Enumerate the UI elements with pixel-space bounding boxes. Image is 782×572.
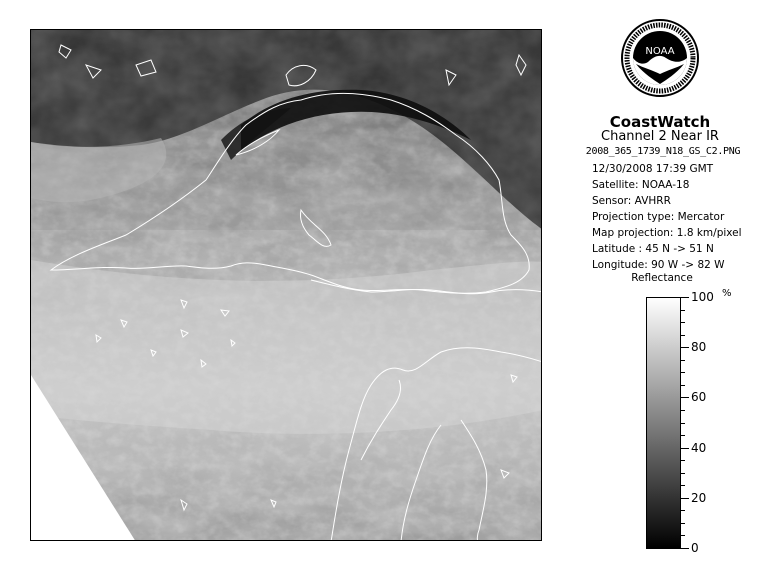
brand-title: CoastWatch	[609, 113, 711, 131]
colorbar-minor-tick	[681, 322, 685, 323]
colorbar-minor-tick	[681, 360, 685, 361]
meta-datetime: 12/30/2008 17:39 GMT	[592, 163, 714, 175]
colorbar-tick	[681, 297, 689, 298]
satellite-map	[30, 29, 542, 541]
colorbar	[646, 297, 681, 549]
colorbar-tick	[681, 498, 689, 499]
colorbar-minor-tick	[681, 485, 685, 486]
colorbar-tick-label: 60	[691, 390, 707, 404]
file-name: 2008_365_1739_N18_GS_C2.PNG	[585, 146, 741, 157]
colorbar-tick	[681, 397, 689, 398]
colorbar-minor-tick	[681, 310, 685, 311]
colorbar-minor-tick	[681, 435, 685, 436]
colorbar-minor-tick	[681, 523, 685, 524]
colorbar-tick-label: 0	[691, 541, 699, 555]
colorbar-minor-tick	[681, 372, 685, 373]
meta-satellite: Satellite: NOAA-18	[592, 179, 690, 191]
satellite-image	[31, 30, 542, 541]
product-title: Channel 2 Near IR	[601, 129, 719, 144]
colorbar-minor-tick	[681, 410, 685, 411]
colorbar-tick	[681, 448, 689, 449]
colorbar-tick	[681, 548, 689, 549]
colorbar-unit: %	[722, 288, 732, 299]
colorbar-minor-tick	[681, 460, 685, 461]
colorbar-minor-tick	[681, 423, 685, 424]
colorbar-minor-tick	[681, 473, 685, 474]
noaa-logo-text: NOAA	[645, 46, 675, 57]
noaa-logo	[620, 18, 700, 98]
meta-sensor: Sensor: AVHRR	[592, 195, 671, 207]
colorbar-ticks	[681, 290, 741, 555]
colorbar-minor-tick	[681, 510, 685, 511]
meta-latitude: Latitude : 45 N -> 51 N	[592, 243, 714, 255]
noaa-logo-icon	[620, 18, 700, 98]
colorbar-minor-tick	[681, 535, 685, 536]
meta-longitude: Longitude: 90 W -> 82 W	[592, 259, 725, 271]
meta-projection-type: Projection type: Mercator	[592, 211, 725, 223]
colorbar-minor-tick	[681, 385, 685, 386]
colorbar-tick-label: 40	[691, 441, 707, 455]
colorbar-title: Reflectance	[631, 272, 693, 284]
colorbar-minor-tick	[681, 335, 685, 336]
colorbar-tick-label: 20	[691, 491, 707, 505]
meta-map-projection: Map projection: 1.8 km/pixel	[592, 227, 742, 239]
colorbar-tick-label: 100	[691, 290, 714, 304]
colorbar-tick	[681, 347, 689, 348]
colorbar-tick-label: 80	[691, 340, 707, 354]
